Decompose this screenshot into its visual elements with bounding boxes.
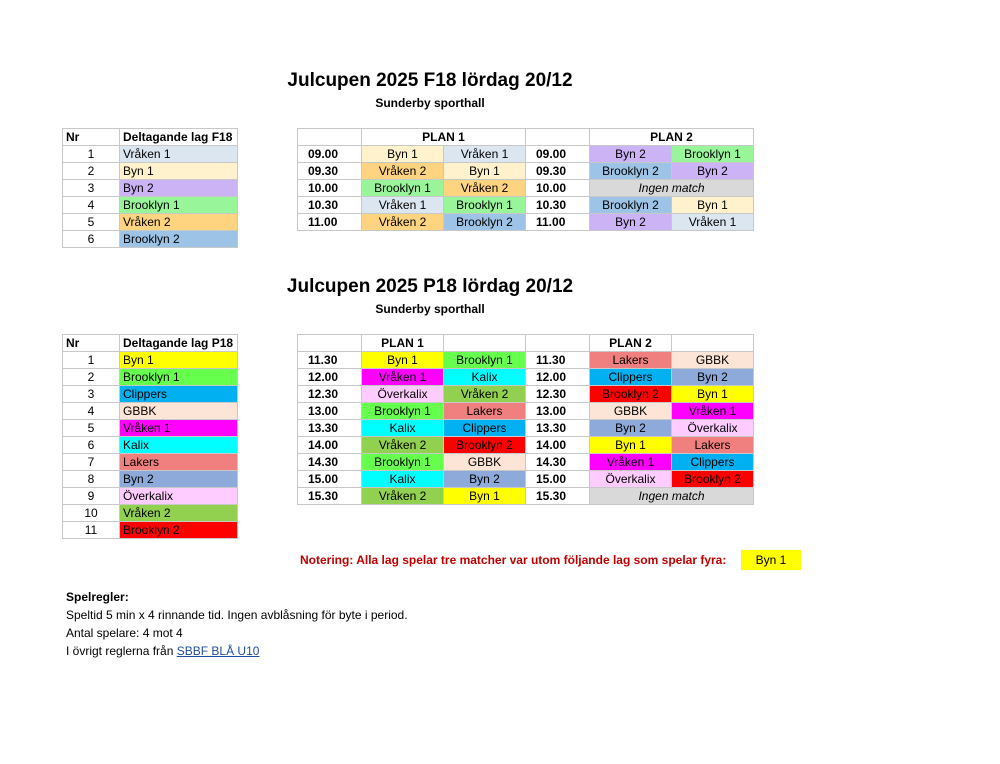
match-row (298, 386, 754, 403)
nr-header: Nr (63, 129, 120, 146)
plan1-away-team: Lakers (444, 403, 526, 420)
p18-teams-table (62, 334, 238, 539)
plan1-time: 13.00 (298, 403, 362, 420)
plan2-away-team: Lakers (672, 437, 754, 454)
team-row (63, 420, 238, 437)
plan1-time: 09.00 (298, 146, 362, 163)
team-row (63, 488, 238, 505)
f18-venue: Sunderby sporthall (375, 96, 485, 110)
p18-schedule-table (297, 334, 754, 505)
rules-heading: Spelregler: (66, 590, 129, 604)
team-number: 5 (63, 420, 120, 437)
plan1-home-team: Vråken 2 (362, 488, 444, 505)
plan2-time: 09.00 (526, 146, 590, 163)
team-name: Brooklyn 2 (120, 231, 238, 248)
team-name: Vråken 2 (120, 505, 238, 522)
blank-cell (444, 335, 526, 352)
plan2-away-team: GBBK (672, 352, 754, 369)
rules-line-3-prefix: I övrigt reglerna från (66, 644, 177, 658)
team-name: Byn 1 (120, 163, 238, 180)
team-name: GBBK (120, 403, 238, 420)
match-row (298, 420, 754, 437)
team-name: Vråken 1 (120, 146, 238, 163)
plan2-home-team: Brooklyn 2 (590, 386, 672, 403)
plan1-home-team: Vråken 2 (362, 437, 444, 454)
plan2-away-team: Byn 1 (672, 197, 754, 214)
plan1-time: 14.00 (298, 437, 362, 454)
team-number: 4 (63, 197, 120, 214)
plan1-time: 11.00 (298, 214, 362, 231)
plan1-away-team: GBBK (444, 454, 526, 471)
plan2-home-team: Vråken 1 (590, 454, 672, 471)
team-number: 9 (63, 488, 120, 505)
plan2-time: 11.30 (526, 352, 590, 369)
plan1-home-team: Byn 1 (362, 352, 444, 369)
plan2-home-team: Överkalix (590, 471, 672, 488)
team-header: Deltagande lag P18 (120, 335, 238, 352)
plan2-away-team: Brooklyn 2 (672, 471, 754, 488)
plan2-home-team: Clippers (590, 369, 672, 386)
match-row (298, 471, 754, 488)
p18-venue: Sunderby sporthall (375, 302, 485, 316)
plan1-home-team: Vråken 1 (362, 369, 444, 386)
plan1-home-team: Vråken 2 (362, 214, 444, 231)
team-row (63, 146, 238, 163)
plan2-header: PLAN 2 (590, 129, 754, 146)
note-text: Notering: Alla lag spelar tre matcher var utom följande lag som spelar fyra: (300, 553, 727, 567)
plan1-home-team: Byn 1 (362, 146, 444, 163)
team-name: Brooklyn 1 (120, 369, 238, 386)
plan1-away-team: Kalix (444, 369, 526, 386)
plan1-home-team: Kalix (362, 471, 444, 488)
plan1-away-team: Brooklyn 2 (444, 214, 526, 231)
rules-link[interactable]: SBBF BLÅ U10 (176, 644, 260, 658)
team-name: Vråken 1 (120, 420, 238, 437)
team-number: 1 (63, 352, 120, 369)
plan1-home-team: Överkalix (362, 386, 444, 403)
plan1-home-team: Brooklyn 1 (362, 403, 444, 420)
rules-line-1: Speltid 5 min x 4 rinnande tid. Ingen avblåsning för byte i period. (66, 608, 408, 622)
plan1-away-team: Clippers (444, 420, 526, 437)
plan2-home-team: Byn 2 (590, 420, 672, 437)
team-number: 6 (63, 437, 120, 454)
plan2-away-team: Byn 2 (672, 163, 754, 180)
plan2-away-team: Clippers (672, 454, 754, 471)
plan2-away-team: Brooklyn 1 (672, 146, 754, 163)
team-row (63, 471, 238, 488)
plan2-header: PLAN 2 (590, 335, 672, 352)
f18-title: Julcupen 2025 F18 lördag 20/12 (287, 70, 573, 91)
team-row (63, 197, 238, 214)
team-name: Brooklyn 1 (120, 197, 238, 214)
plan1-away-team: Vråken 2 (444, 386, 526, 403)
plan1-time: 12.00 (298, 369, 362, 386)
plan2-away-team: Byn 2 (672, 369, 754, 386)
plan1-away-team: Vråken 2 (444, 180, 526, 197)
team-row (63, 403, 238, 420)
plan1-home-team: Vråken 1 (362, 197, 444, 214)
plan1-time: 12.30 (298, 386, 362, 403)
team-row (63, 369, 238, 386)
team-row (63, 180, 238, 197)
match-row (298, 197, 754, 214)
plan2-time: 09.30 (526, 163, 590, 180)
plan2-home-team: Brooklyn 2 (590, 163, 672, 180)
plan2-time: 13.00 (526, 403, 590, 420)
team-number: 11 (63, 522, 120, 539)
match-row (298, 163, 754, 180)
plan1-time: 13.30 (298, 420, 362, 437)
blank-cell (298, 129, 362, 146)
team-number: 5 (63, 214, 120, 231)
team-header: Deltagande lag F18 (120, 129, 238, 146)
plan2-away-team: Vråken 1 (672, 403, 754, 420)
plan1-away-team: Brooklyn 2 (444, 437, 526, 454)
plan2-home-team: GBBK (590, 403, 672, 420)
plan2-no-match: Ingen match (590, 488, 754, 505)
team-number: 8 (63, 471, 120, 488)
team-number: 10 (63, 505, 120, 522)
plan1-time: 10.30 (298, 197, 362, 214)
team-name: Brooklyn 2 (120, 522, 238, 539)
plan2-time: 10.30 (526, 197, 590, 214)
plan2-home-team: Lakers (590, 352, 672, 369)
team-row (63, 163, 238, 180)
plan2-time: 14.30 (526, 454, 590, 471)
blank-cell (526, 335, 590, 352)
plan1-header: PLAN 1 (362, 129, 526, 146)
team-name: Byn 1 (120, 352, 238, 369)
rules-block (66, 588, 408, 660)
plan2-away-team: Vråken 1 (672, 214, 754, 231)
match-row (298, 180, 754, 197)
plan2-time: 12.30 (526, 386, 590, 403)
team-name: Byn 2 (120, 180, 238, 197)
p18-title: Julcupen 2025 P18 lördag 20/12 (286, 276, 574, 297)
plan2-time: 11.00 (526, 214, 590, 231)
plan1-time: 10.00 (298, 180, 362, 197)
team-row (63, 522, 238, 539)
plan1-home-team: Vråken 2 (362, 163, 444, 180)
plan2-home-team: Byn 2 (590, 146, 672, 163)
plan2-home-team: Byn 2 (590, 214, 672, 231)
plan2-away-team: Byn 1 (672, 386, 754, 403)
plan2-time: 15.30 (526, 488, 590, 505)
plan1-away-team: Byn 2 (444, 471, 526, 488)
team-row (63, 505, 238, 522)
plan2-time: 13.30 (526, 420, 590, 437)
match-row (298, 454, 754, 471)
plan2-home-team: Brooklyn 2 (590, 197, 672, 214)
plan1-home-team: Brooklyn 1 (362, 454, 444, 471)
match-row (298, 214, 754, 231)
plan2-time: 12.00 (526, 369, 590, 386)
blank-cell (298, 335, 362, 352)
team-name: Kalix (120, 437, 238, 454)
blank-cell (672, 335, 754, 352)
plan2-no-match: Ingen match (590, 180, 754, 197)
team-name: Clippers (120, 386, 238, 403)
team-row (63, 454, 238, 471)
team-row (63, 214, 238, 231)
blank-cell (526, 129, 590, 146)
match-row (298, 352, 754, 369)
plan1-away-team: Byn 1 (444, 488, 526, 505)
plan1-time: 15.00 (298, 471, 362, 488)
match-row (298, 488, 754, 505)
team-name: Överkalix (120, 488, 238, 505)
team-row (63, 352, 238, 369)
team-number: 1 (63, 146, 120, 163)
team-row (63, 386, 238, 403)
match-row (298, 403, 754, 420)
nr-header: Nr (63, 335, 120, 352)
team-number: 4 (63, 403, 120, 420)
team-name: Vråken 2 (120, 214, 238, 231)
plan1-time: 11.30 (298, 352, 362, 369)
plan1-home-team: Brooklyn 1 (362, 180, 444, 197)
match-row (298, 146, 754, 163)
match-row (298, 369, 754, 386)
team-name: Lakers (120, 454, 238, 471)
rules-line-3 (66, 642, 408, 660)
plan1-away-team: Brooklyn 1 (444, 352, 526, 369)
plan2-time: 15.00 (526, 471, 590, 488)
plan1-away-team: Byn 1 (444, 163, 526, 180)
team-number: 3 (63, 386, 120, 403)
f18-teams-table (62, 128, 238, 248)
plan1-away-team: Brooklyn 1 (444, 197, 526, 214)
f18-schedule-table (297, 128, 754, 231)
plan1-away-team: Vråken 1 (444, 146, 526, 163)
note-badge: Byn 1 (741, 550, 801, 570)
team-row (63, 231, 238, 248)
plan1-time: 14.30 (298, 454, 362, 471)
team-number: 2 (63, 369, 120, 386)
plan1-header: PLAN 1 (362, 335, 444, 352)
plan1-time: 09.30 (298, 163, 362, 180)
team-number: 7 (63, 454, 120, 471)
plan2-away-team: Överkalix (672, 420, 754, 437)
plan1-home-team: Kalix (362, 420, 444, 437)
team-number: 6 (63, 231, 120, 248)
plan1-time: 15.30 (298, 488, 362, 505)
team-number: 2 (63, 163, 120, 180)
plan2-time: 14.00 (526, 437, 590, 454)
team-row (63, 437, 238, 454)
team-number: 3 (63, 180, 120, 197)
match-row (298, 437, 754, 454)
rules-line-2: Antal spelare: 4 mot 4 (66, 626, 183, 640)
plan2-home-team: Byn 1 (590, 437, 672, 454)
plan2-time: 10.00 (526, 180, 590, 197)
team-name: Byn 2 (120, 471, 238, 488)
